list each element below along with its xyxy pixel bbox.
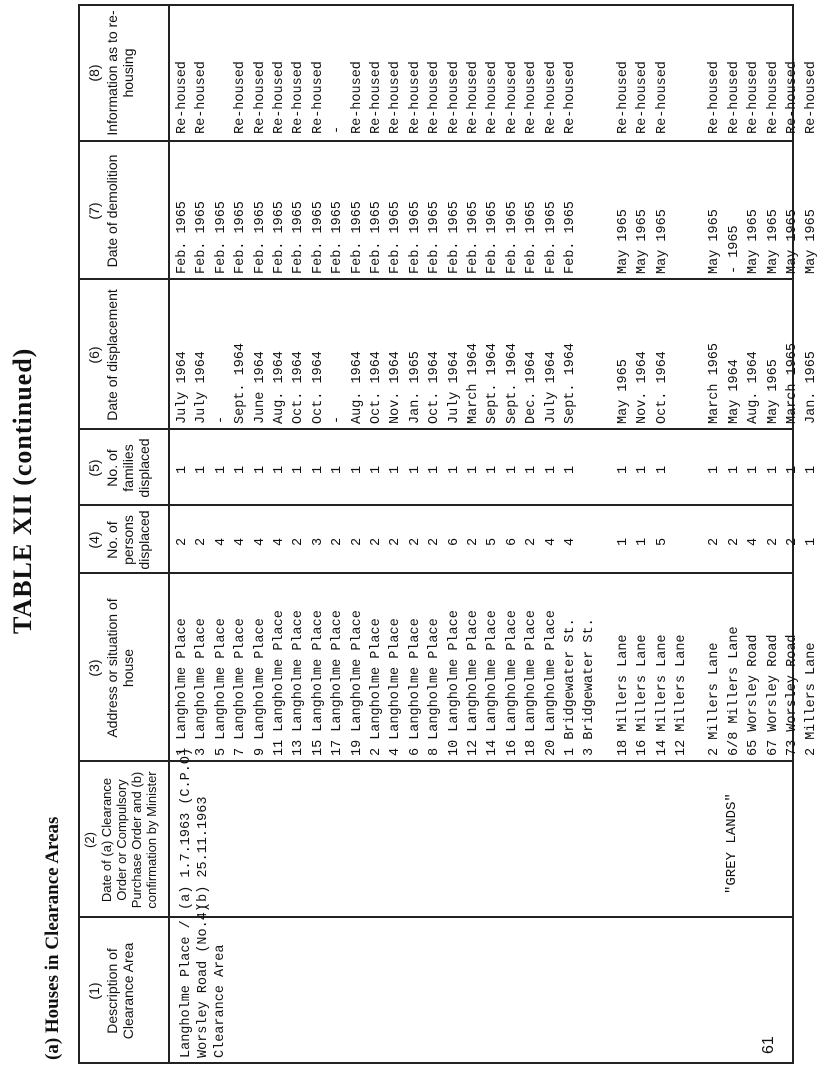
cell-address: 16 Millers Lane [635, 634, 651, 756]
col-rule-4 [78, 505, 793, 507]
cell-displaced: March 1964 [466, 342, 481, 424]
cell-rehousing: Re-housed [446, 61, 462, 134]
cell-displaced: Aug. 1964 [272, 351, 287, 424]
cell-address: 6/8 Millers Lane [726, 626, 742, 756]
cell-address: 1 Bridgewater St. [563, 618, 578, 756]
cell-families: 1 [213, 465, 229, 474]
cell-address: 67 Worsley Road [765, 634, 781, 756]
cell-address: 14 Millers Lane [654, 634, 670, 756]
cell-demolition: May 1965 [765, 209, 781, 274]
grey-lands-label: "GREY LANDS" [724, 793, 740, 894]
header-persons [86, 509, 152, 571]
header-rehousing-label: Information as to re-housing [104, 10, 136, 136]
cell-address: 18 Langholme Place [524, 610, 540, 756]
cell-persons: 2 [726, 537, 742, 546]
header-displacement [86, 284, 120, 426]
cell-address: 1 Langholme Place [175, 618, 190, 756]
table-top-rule [78, 4, 80, 1064]
cell-rehousing: Re-housed [563, 61, 578, 134]
cell-demolition: May 1965 [615, 209, 631, 274]
header-persons-number: (4) [86, 531, 102, 549]
cell-rehousing: Re-housed [654, 61, 670, 134]
table-title: TABLE XII (continued) [8, 347, 37, 634]
cell-rehousing: Re-housed [524, 61, 540, 134]
cell-families: 1 [485, 465, 501, 474]
cell-rehousing: Re-housed [635, 61, 651, 134]
cell-displaced: - [330, 415, 346, 424]
cell-families: 1 [369, 465, 384, 474]
cell-families: 1 [504, 465, 520, 474]
cell-families: 1 [272, 465, 287, 474]
cell-displaced: Dec. 1964 [524, 351, 540, 424]
cell-persons: 2 [524, 537, 540, 546]
cell-address: 4 Langholme Place [388, 618, 404, 756]
cell-persons: 2 [407, 537, 423, 546]
cell-persons: 2 [330, 537, 346, 546]
cell-demolition: May 1965 [785, 209, 800, 274]
cell-demolition: Feb. 1965 [330, 201, 346, 274]
cell-families: 1 [654, 465, 670, 474]
cell-demolition: Feb. 1965 [272, 201, 287, 274]
cell-address: 19 Langholme Place [349, 610, 365, 756]
cell-persons: 6 [446, 537, 462, 546]
cell-families: 1 [175, 465, 190, 474]
header-description-number: (1) [86, 982, 102, 1000]
cell-persons: 2 [291, 537, 307, 546]
col-rule-6 [78, 279, 793, 281]
cell-address: 7 Langholme Place [233, 618, 249, 756]
cell-rehousing: - [330, 125, 346, 134]
cell-displaced: May 1965 [615, 359, 631, 424]
cell-rehousing: Re-housed [466, 61, 481, 134]
cell-displaced: July 1964 [175, 351, 190, 424]
cell-rehousing: Re-housed [194, 61, 210, 134]
header-demolition [86, 146, 120, 276]
cell-displaced: Sept. 1964 [563, 342, 578, 424]
cell-address: 65 Worsley Road [746, 634, 762, 756]
col-rule-5 [78, 429, 793, 431]
cell-address: 11 Langholme Place [272, 610, 287, 756]
col-rule-8 [78, 5, 793, 7]
cell-demolition: Feb. 1965 [213, 201, 229, 274]
cell-demolition: May 1965 [654, 209, 670, 274]
cell-rehousing: Re-housed [504, 61, 520, 134]
cell-demolition: Feb. 1965 [563, 201, 578, 274]
cell-families: 1 [310, 465, 326, 474]
cell-displaced: Oct. 1964 [427, 351, 443, 424]
cell-address: 2 Langholme Place [369, 618, 384, 756]
cell-persons: 2 [369, 537, 384, 546]
col-rule-7 [78, 141, 793, 143]
cell-rehousing: Re-housed [369, 61, 384, 134]
cell-persons: 6 [504, 537, 520, 546]
header-families [86, 433, 152, 503]
cell-rehousing: Re-housed [310, 61, 326, 134]
cell-families: 1 [388, 465, 404, 474]
cell-persons: 4 [746, 537, 762, 546]
cell-rehousing: Re-housed [175, 61, 190, 134]
cell-demolition: May 1965 [804, 209, 820, 274]
header-address-label: Address or situation of house [104, 598, 136, 738]
cell-persons: 2 [765, 537, 781, 546]
header-families-label: No. of families displaced [104, 438, 152, 498]
cell-persons: 2 [785, 537, 800, 546]
cell-families: 1 [466, 465, 481, 474]
cell-rehousing: Re-housed [485, 61, 501, 134]
header-displacement-label: Date of displacement [104, 289, 120, 421]
header-demolition-label: Date of demolition [104, 154, 120, 268]
header-address-number: (3) [86, 659, 102, 677]
cell-demolition: - 1965 [726, 225, 742, 274]
cell-persons: 4 [233, 537, 249, 546]
cell-address: 3 Bridgewater St. [582, 618, 598, 756]
table-bottom-rule [792, 4, 794, 1064]
cell-families: 1 [765, 465, 781, 474]
cell-rehousing: Re-housed [388, 61, 404, 134]
cell-rehousing: Re-housed [615, 61, 631, 134]
cell-demolition: Feb. 1965 [310, 201, 326, 274]
cell-persons: 5 [654, 537, 670, 546]
cell-displaced: Sept. 1964 [485, 342, 501, 424]
cell-families: 1 [524, 465, 540, 474]
cell-demolition: Feb. 1965 [504, 201, 520, 274]
cell-demolition: Feb. 1965 [485, 201, 501, 274]
header-families-number: (5) [86, 459, 102, 477]
cell-families: 1 [543, 465, 559, 474]
cell-rehousing: Re-housed [746, 61, 762, 134]
header-rehousing [86, 8, 136, 138]
cell-persons: 2 [175, 537, 190, 546]
header-displacement-number: (6) [86, 346, 102, 364]
cell-address: 8 Langholme Place [427, 618, 443, 756]
cell-rehousing: Re-housed [765, 61, 781, 134]
cell-address: 16 Langholme Place [504, 610, 520, 756]
header-address [86, 578, 136, 758]
cell-persons: 4 [272, 537, 287, 546]
cell-displaced: - [213, 415, 229, 424]
cell-persons: 1 [635, 537, 651, 546]
clearance-area-description: Langholme Place / Worsley Road (No.4) Clearance Area [179, 904, 228, 1058]
cell-demolition: Feb. 1965 [194, 201, 210, 274]
cell-displaced: June 1964 [252, 351, 268, 424]
cell-persons: 4 [252, 537, 268, 546]
col-rule-0 [78, 1063, 793, 1065]
cell-address: 18 Millers Lane [615, 634, 631, 756]
cell-displaced: Sept. 1964 [233, 342, 249, 424]
header-order-date-label: Date of (a) Clearance Order or Compulsory Purchase Order and (b) confirmation by Minister [99, 771, 159, 909]
cell-persons: 2 [349, 537, 365, 546]
cell-address: 6 Langholme Place [407, 618, 423, 756]
cell-displaced: July 1964 [446, 351, 462, 424]
cell-persons: 5 [485, 537, 501, 546]
cell-displaced: March 1965 [707, 342, 723, 424]
cell-address: 12 Langholme Place [466, 610, 481, 756]
cell-demolition: Feb. 1965 [369, 201, 384, 274]
cell-rehousing: Re-housed [233, 61, 249, 134]
cell-persons: 1 [615, 537, 631, 546]
cell-persons: 4 [213, 537, 229, 546]
cell-address: 13 Langholme Place [291, 610, 307, 756]
cell-displaced: Aug. 1964 [349, 351, 365, 424]
cell-families: 1 [291, 465, 307, 474]
cell-families: 1 [726, 465, 742, 474]
cell-address: 15 Langholme Place [310, 610, 326, 756]
cell-persons: 4 [543, 537, 559, 546]
cell-persons: 3 [310, 537, 326, 546]
cell-families: 1 [330, 465, 346, 474]
cell-rehousing: Re-housed [427, 61, 443, 134]
cell-persons: 2 [194, 537, 210, 546]
cell-demolition: Feb. 1965 [543, 201, 559, 274]
cell-displaced: Oct. 1964 [291, 351, 307, 424]
cell-displaced: Jan. 1965 [804, 351, 820, 424]
table-subtitle: (a) Houses in Clearance Areas [42, 816, 63, 1060]
header-description [86, 922, 136, 1060]
cell-displaced: May 1964 [726, 359, 742, 424]
cell-rehousing: Re-housed [707, 61, 723, 134]
cell-rehousing: Re-housed [407, 61, 423, 134]
cell-demolition: Feb. 1965 [466, 201, 481, 274]
cell-displaced: Aug. 1964 [746, 351, 762, 424]
cell-displaced: Oct. 1964 [369, 351, 384, 424]
cell-persons: 4 [563, 537, 578, 546]
cell-displaced: July 1964 [194, 351, 210, 424]
page-number: 61 [760, 1036, 777, 1054]
header-order-date-number: (2) [82, 832, 97, 848]
header-rehousing-number: (8) [86, 64, 102, 82]
cell-rehousing: Re-housed [252, 61, 268, 134]
cell-families: 1 [252, 465, 268, 474]
cell-demolition: May 1965 [635, 209, 651, 274]
header-bottom-rule [168, 4, 170, 1064]
cell-rehousing: Re-housed [272, 61, 287, 134]
header-description-label: Description of Clearance Area [104, 942, 136, 1040]
cell-families: 1 [233, 465, 249, 474]
cell-rehousing: Re-housed [785, 61, 800, 134]
cell-displaced: Oct. 1964 [654, 351, 670, 424]
cell-persons: 2 [707, 537, 723, 546]
cell-address: 2 Millers Lane [707, 642, 723, 756]
cell-families: 1 [407, 465, 423, 474]
cell-demolition: May 1965 [746, 209, 762, 274]
cell-address: 10 Langholme Place [446, 610, 462, 756]
cell-families: 1 [427, 465, 443, 474]
header-demolition-number: (7) [86, 202, 102, 220]
cell-address: 3 Langholme Place [194, 618, 210, 756]
cell-families: 1 [707, 465, 723, 474]
cell-families: 1 [563, 465, 578, 474]
cell-address: 14 Langholme Place [485, 610, 501, 756]
cell-persons: 2 [466, 537, 481, 546]
cell-demolition: Feb. 1965 [233, 201, 249, 274]
cell-address: 17 Langholme Place [330, 610, 346, 756]
cell-families: 1 [804, 465, 820, 474]
cell-families: 1 [446, 465, 462, 474]
cell-displaced: Nov. 1964 [388, 351, 404, 424]
cell-rehousing: Re-housed [804, 61, 820, 134]
cell-demolition: Feb. 1965 [524, 201, 540, 274]
cell-demolition: Feb. 1965 [407, 201, 423, 274]
header-order-date [82, 766, 159, 914]
cell-demolition: Feb. 1965 [252, 201, 268, 274]
cell-families: 1 [785, 465, 800, 474]
cell-displaced: July 1964 [543, 351, 559, 424]
cell-persons: 2 [388, 537, 404, 546]
order-dates: (a) 1.7.1963 (C.P.O) (b) 25.11.1963 [179, 747, 211, 910]
cell-families: 1 [194, 465, 210, 474]
cell-families: 1 [349, 465, 365, 474]
cell-families: 1 [615, 465, 631, 474]
cell-rehousing: Re-housed [291, 61, 307, 134]
cell-displaced: Nov. 1964 [635, 351, 651, 424]
header-persons-label: No. of persons displaced [104, 510, 152, 570]
cell-families: 1 [635, 465, 651, 474]
cell-displaced: March 1965 [785, 342, 800, 424]
cell-displaced: May 1965 [765, 359, 781, 424]
cell-address: 20 Langholme Place [543, 610, 559, 756]
cell-demolition: Feb. 1965 [388, 201, 404, 274]
cell-demolition: Feb. 1965 [175, 201, 190, 274]
cell-rehousing: Re-housed [543, 61, 559, 134]
cell-address: 9 Langholme Place [252, 618, 268, 756]
cell-address: 5 Langholme Place [213, 618, 229, 756]
cell-address: 12 Millers Lane [674, 634, 689, 756]
cell-address: 73 Worsley Road [785, 634, 800, 756]
cell-families: 1 [746, 465, 762, 474]
cell-demolition: May 1965 [707, 209, 723, 274]
cell-demolition: Feb. 1965 [446, 201, 462, 274]
cell-displaced: Jan. 1965 [407, 351, 423, 424]
cell-displaced: Sept. 1964 [504, 342, 520, 424]
cell-displaced: Oct. 1964 [310, 351, 326, 424]
col-rule-3 [78, 573, 793, 575]
cell-address: 2 Millers Lane [804, 642, 820, 756]
cell-rehousing: Re-housed [726, 61, 742, 134]
cell-demolition: Feb. 1965 [349, 201, 365, 274]
cell-rehousing: Re-housed [349, 61, 365, 134]
cell-demolition: Feb. 1965 [291, 201, 307, 274]
cell-persons: 1 [804, 537, 820, 546]
cell-persons: 2 [427, 537, 443, 546]
cell-demolition: Feb. 1965 [427, 201, 443, 274]
